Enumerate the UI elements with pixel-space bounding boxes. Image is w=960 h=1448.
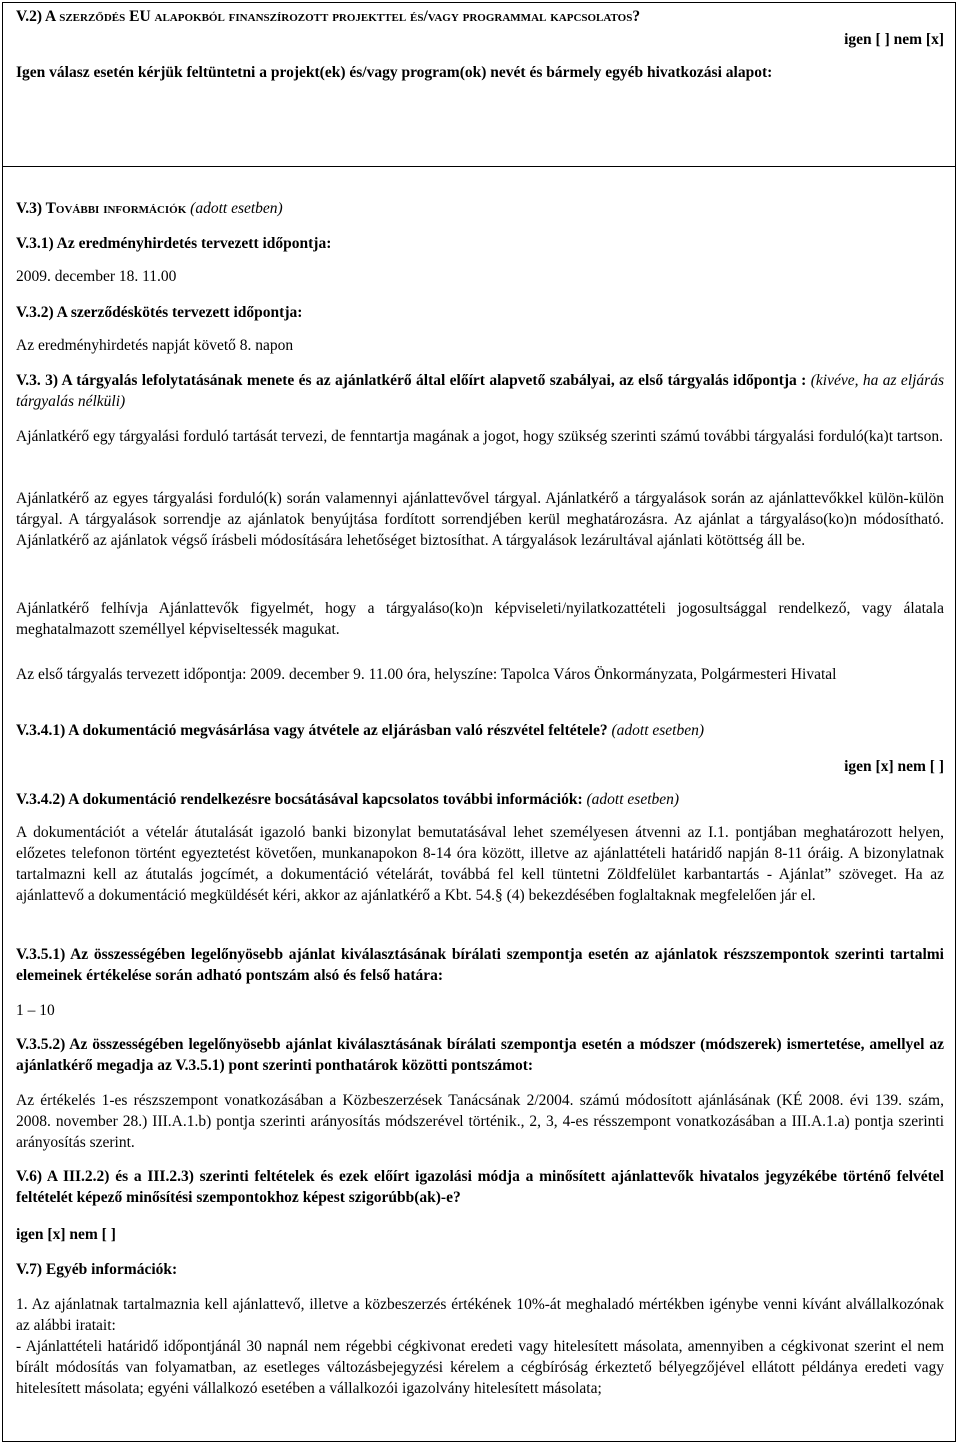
v33-paragraph-1: Ajánlatkérő egy tárgyalási forduló tartását tervezi, de fenntartja magának a jogot, hogy szükség szerinti számú további tárgyalási forduló(ka)t tartson. xyxy=(16,428,943,445)
v7-paragraph-2: - Ajánlattételi határidő időpontjánál 30 napnál nem régebbi cégkivonat eredeti vagy hitelesített másolata, amennyiben a cégkivonat szerint el nem bírált módosítás van folyamatban, az esetleges változásbejegyzési kérelem a cégbíróság érkeztető bélyegzőjével ellátott példánya eredeti vagy hitelesített másolata; egyéni vállalkozó esetében a vállalkozói igazolvány hitelesített másolata; xyxy=(16,1338,944,1397)
v351-value: 1 – 10 xyxy=(16,1002,55,1019)
v342-note: (adott esetben) xyxy=(586,791,680,808)
v33-paragraph-3: Ajánlatkérő felhívja Ajánlattevők figyelmét, hogy a tárgyaláso(ko)n képviseleti/nyilatkozattételi jogosultsággal rendelkező, vagy álatala meghatalmazott személlyel képviseltessék magukat. xyxy=(16,600,944,638)
v342-paragraph: A dokumentációt a vételár átutalását igazoló banki bizonylat bemutatásával lehet személyesen átvenni az I.1. pontjában meghatározott helyen, előzetes telefonon történt egyeztetést követően, munkanapokon 8-14 óra között, illetve az ajánlattételi határidő napján 8-11 óráig. A bizonylatnak tartalmazni kell az átutalás jogcímét, a dokumentáció vételárát, továbbá fel kell tüntetni Zöldfelület karbantartás - Ajánlat” szöveget. Ha az ajánlattevő a dokumentáció megküldését kéri, akkor az ajánlatkérő a Kbt. 54.§ (4) bekezdésében foglaltaknak megfelelően jár el. xyxy=(16,824,944,904)
v341-answer: igen [x] nem [ ] xyxy=(844,758,944,775)
v33-note: (kivéve, ha az eljárás tárgyalás nélküli) xyxy=(16,372,944,410)
v6-answer: igen [x] nem [ ] xyxy=(16,1226,116,1243)
v3-heading-bold: V.3) További információk xyxy=(16,200,187,217)
v342-title-text: V.3.4.2) A dokumentáció rendelkezésre bocsátásával kapcsolatos további információk: xyxy=(16,791,583,808)
v32-value: Az eredményhirdetés napját követő 8. napon xyxy=(16,337,294,354)
v341-title-text: V.3.4.1) A dokumentáció megvásárlása vagy átvétele az eljárásban való részvétel feltétele? xyxy=(16,722,608,739)
v6-title: V.6) A III.2.2) és a III.2.3) szerinti feltételek és ezek előírt igazolási módja a minősített ajánlattevők hivatalos jegyzékébe történő felvétel feltételét képező minősítési szempontokhoz képest szigorúbb(ak)-e? xyxy=(16,1168,944,1206)
v3-heading xyxy=(16,198,944,219)
v3-heading-note: (adott esetben) xyxy=(190,200,283,217)
v31-title: V.3.1) Az eredményhirdetés tervezett időpontja: xyxy=(16,235,332,252)
v341-title xyxy=(16,720,944,741)
v33-title-text: V.3. 3) A tárgyalás lefolytatásának menete és az ajánlatkérő által előírt alapvető szabályai, az első tárgyalás időpontja : xyxy=(16,372,807,389)
v352-title: V.3.5.2) Az összességében legelőnyösebb ajánlat kiválasztásának bírálati szempontja esetén a módszer (módszerek) ismertetése, amellyel az ajánlatkérő megadja az V.3.5.1) pont szerinti ponthatárok közötti pontszámot: xyxy=(16,1036,944,1074)
v33-paragraph-2: Ajánlatkérő az egyes tárgyalási forduló(k) során valamennyi ajánlattevővel tárgyal. Ajánlatkérő a tárgyalások során az ajánlattevőkkel külön-külön tárgyal. A tárgyalások sorrendje az ajánlatok benyújtása fordított sorrendjében kerül meghatározásra. Az ajánlat a tárgyaláso(ko)n módosítható. Ajánlatkérő az ajánlatok végső írásbeli módosítására lehetőséget biztosíthat. A tárgyalások lezárultával ajánlati kötöttség áll be. xyxy=(16,490,944,549)
v2-question-text: Igen válasz esetén kérjük feltüntetni a projekt(ek) és/vagy program(ok) nevét és bármely egyéb hivatkozási alapot: xyxy=(16,64,773,81)
v351-title: V.3.5.1) Az összességében legelőnyösebb ajánlat kiválasztásának bírálati szempontja esetén az ajánlatok részszempontok szerinti tartalmi elemeinek értékelése során adható pontszám alsó és felső határa: xyxy=(16,946,944,984)
v33-title xyxy=(16,370,944,412)
v2-heading: V.2) A szerződés EU alapokból finanszírozott projekttel és/vagy programmal kapcsolatos? xyxy=(16,8,641,25)
v352-paragraph: Az értékelés 1-es részszempont vonatkozásában a Közbeszerzések Tanácsának 2/2004. számú módosított ajánlásának (KÉ 2008. évi 139. szám, 2008. november 28.) III.A.1.b) pontja szerinti arányosítás módszerével történik., 2, 3, 4-es résszempont vonatkozásában a III.A.1.a) pontja szerinti arányosítás szerint. xyxy=(16,1092,944,1151)
v342-title xyxy=(16,789,944,810)
v2-answer: igen [ ] nem [x] xyxy=(844,31,944,48)
v7-paragraph-1: 1. Az ajánlatnak tartalmaznia kell ajánlattevő, illetve a közbeszerzés értékének 10%-át meghaladó mértékben igénybe venni kívánt alvállalkozónak az alábbi iratait: xyxy=(16,1296,944,1334)
v31-value: 2009. december 18. 11.00 xyxy=(16,268,177,285)
v341-note: (adott esetben) xyxy=(611,722,705,739)
v7-title: V.7) Egyéb információk: xyxy=(16,1261,178,1278)
section-separator xyxy=(2,166,956,167)
v33-paragraph-4: Az első tárgyalás tervezett időpontja: 2009. december 9. 11.00 óra, helyszíne: Tapolca Város Önkormányzata, Polgármesteri Hivatal xyxy=(16,666,837,683)
v32-title: V.3.2) A szerződéskötés tervezett időpontja: xyxy=(16,304,303,321)
v2-question xyxy=(16,62,944,83)
